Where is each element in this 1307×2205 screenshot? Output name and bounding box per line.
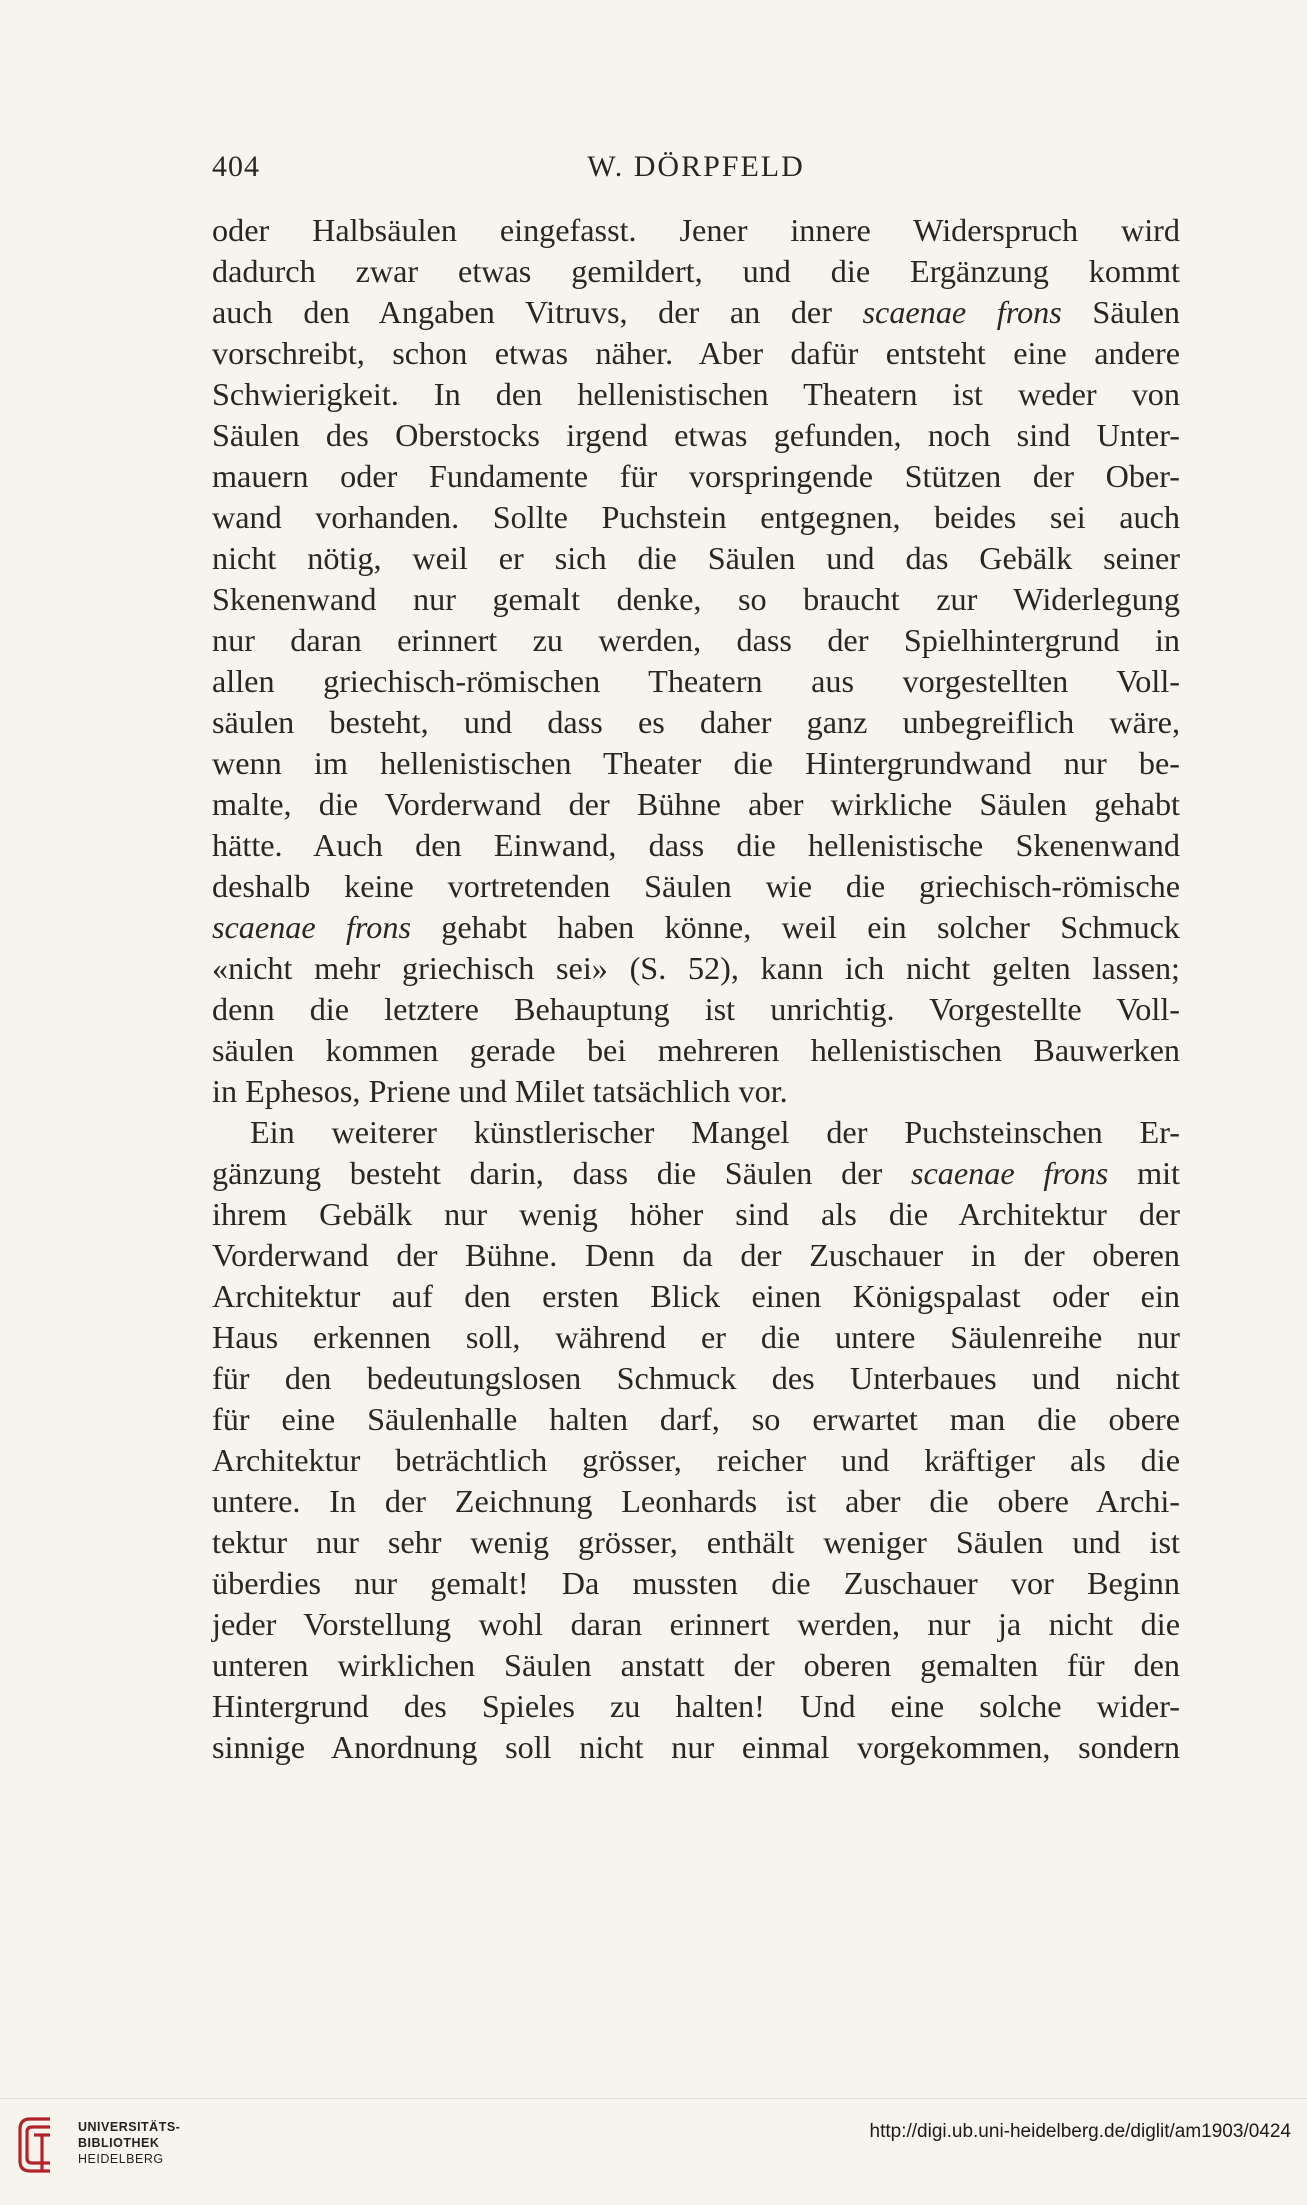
logo-line: BIBLIOTHEK [78,2136,160,2150]
text-line: Skenenwand nur gemalt denke, so braucht zur Widerlegung [212,581,1180,617]
text-line: unteren wirklichen Säulen anstatt der oberen gemalten für den [212,1647,1180,1683]
library-logo-icon [16,2115,54,2175]
text-line: gänzung besteht darin, dass die Säulen der scaenae frons mit [212,1155,1180,1191]
text-line: in Ephesos, Priene und Milet tatsächlich vor. [212,1073,788,1109]
text-line: «nicht mehr griechisch sei» (S. 52), kann ich nicht gelten lassen; [212,950,1180,986]
text-line: jeder Vorstellung wohl daran erinnert werden, nur ja nicht die [212,1606,1180,1642]
logo-line: HEIDELBERG [78,2152,164,2166]
text-line: oder Halbsäulen eingefasst. Jener innere Widerspruch wird [212,212,1180,248]
running-head [212,150,1180,190]
text-line: nur daran erinnert zu werden, dass der Spielhintergrund in [212,622,1180,658]
text-line: Säulen des Oberstocks irgend etwas gefunden, noch sind Unter- [212,417,1180,453]
text-line: malte, die Vorderwand der Bühne aber wirkliche Säulen gehabt [212,786,1180,822]
text-line: denn die letztere Behauptung ist unrichtig. Vorgestellte Voll- [212,991,1180,1027]
text-line: wand vorhanden. Sollte Puchstein entgegnen, beides sei auch [212,499,1180,535]
text-line: Hintergrund des Spieles zu halten! Und eine solche wider- [212,1688,1180,1724]
text-line: Architektur beträchtlich grösser, reicher und kräftiger als die [212,1442,1180,1478]
text-line: vorschreibt, schon etwas näher. Aber dafür entsteht eine andere [212,335,1180,371]
library-logo [16,2109,181,2185]
text-line: Vorderwand der Bühne. Denn da der Zuschauer in der oberen [212,1237,1180,1273]
text-line: allen griechisch-römischen Theatern aus vorgestellten Voll- [212,663,1180,699]
text-line: wenn im hellenistischen Theater die Hintergrundwand nur be- [212,745,1180,781]
text-line: dadurch zwar etwas gemildert, und die Ergänzung kommt [212,253,1180,289]
text-line: für eine Säulenhalle halten darf, so erwartet man die obere [212,1401,1180,1437]
text-line: sinnige Anordnung soll nicht nur einmal vorgekommen, sondern [212,1729,1180,1765]
text-line: Architektur auf den ersten Blick einen Königspalast oder ein [212,1278,1180,1314]
text-line: ihrem Gebälk nur wenig höher sind als die Architektur der [212,1196,1180,1232]
text-line: überdies nur gemalt! Da mussten die Zuschauer vor Beginn [212,1565,1180,1601]
text-line: für den bedeutungslosen Schmuck des Unterbaues und nicht [212,1360,1180,1396]
body-text [212,210,1180,1768]
text-line: untere. In der Zeichnung Leonhards ist aber die obere Archi- [212,1483,1180,1519]
text-line: säulen kommen gerade bei mehreren hellenistischen Bauwerken [212,1032,1180,1068]
text-line: Schwierigkeit. In den hellenistischen Theatern ist weder von [212,376,1180,412]
footer-bar [0,2098,1307,2205]
text-line: auch den Angaben Vitruvs, der an der scaenae frons Säulen [212,294,1181,330]
text-line: Ein weiterer künstlerischer Mangel der Puchsteinschen Er- [250,1114,1180,1150]
library-logo-text [78,2119,180,2167]
text-line: nicht nötig, weil er sich die Säulen und das Gebälk seiner [212,540,1180,576]
text-line: scaenae frons gehabt haben könne, weil ein solcher Schmuck [212,909,1180,945]
text-line: deshalb keine vortretenden Säulen wie die griechisch-römische [212,868,1180,904]
text-line: mauern oder Fundamente für vorspringende Stützen der Ober- [212,458,1180,494]
text-line: tektur nur sehr wenig grösser, enthält weniger Säulen und ist [212,1524,1180,1560]
source-url-link[interactable]: http://digi.ub.uni-heidelberg.de/diglit/am1903/0424 [869,2121,1291,2142]
text-line: Haus erkennen soll, während er die untere Säulenreihe nur [212,1319,1180,1355]
logo-line: UNIVERSITÄTS- [78,2120,181,2134]
running-title: W. DÖRPFELD [587,150,805,183]
page-number: 404 [212,150,260,183]
text-line: säulen besteht, und dass es daher ganz unbegreiflich wäre, [212,704,1180,740]
text-line: hätte. Auch den Einwand, dass die hellenistische Skenenwand [212,827,1180,863]
